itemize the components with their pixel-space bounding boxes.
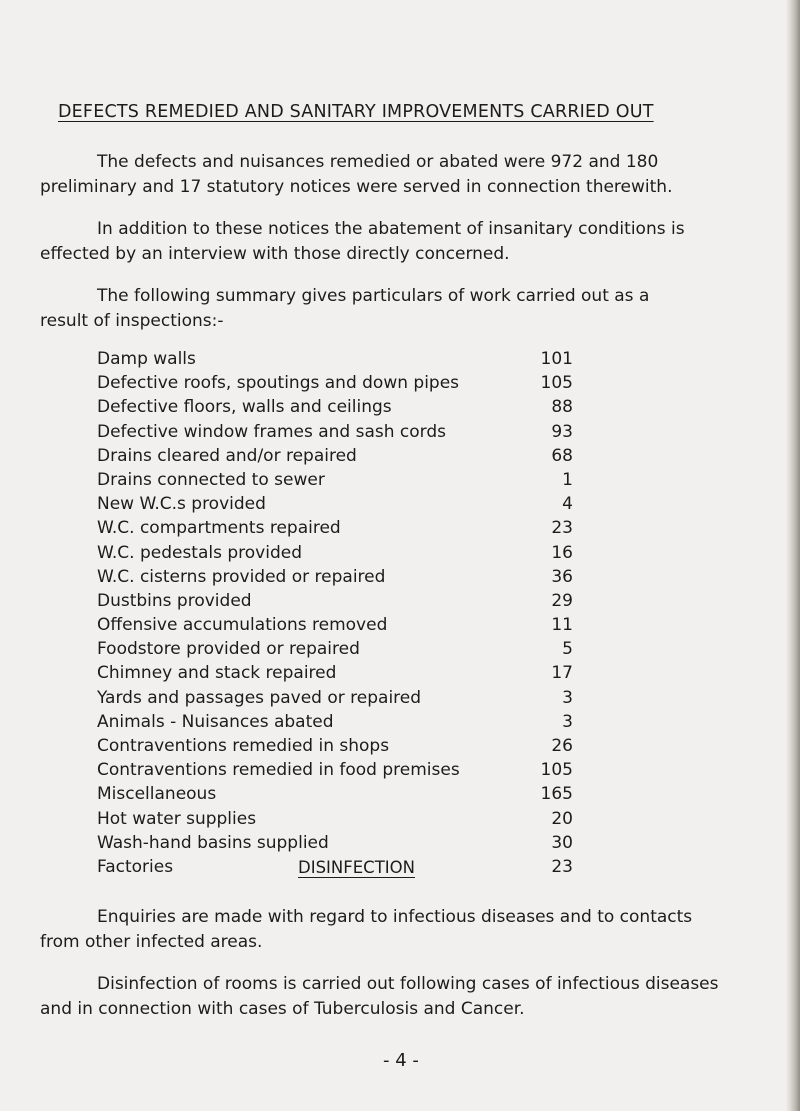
page-number: - 4 - bbox=[383, 1050, 419, 1071]
list-item bbox=[97, 661, 573, 685]
list-item bbox=[97, 468, 573, 492]
item-label: W.C. cisterns provided or repaired bbox=[97, 566, 386, 587]
list-item bbox=[97, 758, 573, 782]
disinfection-heading: DISINFECTION bbox=[298, 858, 415, 877]
item-label: Yards and passages paved or repaired bbox=[97, 687, 422, 708]
section-heading: DEFECTS REMEDIED AND SANITARY IMPROVEMENTS CARRIED OUT bbox=[58, 102, 654, 122]
item-value: 3 bbox=[562, 687, 573, 708]
item-label: Contraventions remedied in shops bbox=[97, 736, 390, 756]
list-item bbox=[97, 831, 573, 855]
item-value: 68 bbox=[551, 445, 573, 466]
list-item bbox=[97, 734, 573, 758]
item-value: 165 bbox=[540, 784, 573, 805]
item-label: Animals - Nuisances abated bbox=[97, 711, 334, 732]
item-label: Foodstore provided or repaired bbox=[97, 639, 360, 660]
paragraph-line: In addition to these notices the abatement of insanitary conditions is bbox=[97, 219, 685, 239]
item-value: 4 bbox=[562, 494, 573, 515]
list-item bbox=[97, 782, 573, 806]
item-value: 20 bbox=[551, 808, 573, 829]
item-label: Defective floors, walls and ceilings bbox=[97, 397, 392, 418]
item-label: Defective roofs, spoutings and down pipes bbox=[97, 373, 460, 394]
item-label: Contraventions remedied in food premises bbox=[97, 760, 460, 781]
item-value: 23 bbox=[551, 856, 573, 877]
item-label: New W.C.s provided bbox=[97, 494, 266, 515]
list-item bbox=[97, 637, 573, 661]
item-label: Offensive accumulations removed bbox=[97, 615, 388, 636]
item-value: 105 bbox=[540, 760, 573, 781]
paragraph-line: preliminary and 17 statutory notices were served in connection therewith. bbox=[40, 177, 673, 197]
paragraph-line: Disinfection of rooms is carried out following cases of infectious diseases bbox=[97, 974, 719, 994]
item-value: 5 bbox=[562, 639, 573, 660]
item-label: Dustbins provided bbox=[97, 590, 252, 611]
item-value: 26 bbox=[551, 736, 573, 756]
list-item bbox=[97, 371, 573, 395]
item-value: 16 bbox=[551, 542, 573, 563]
paragraph-disinfection bbox=[40, 972, 760, 1022]
paragraph-enquiries bbox=[40, 905, 760, 955]
list-item bbox=[97, 347, 573, 371]
paragraph-line: Enquiries are made with regard to infectious diseases and to contacts bbox=[97, 907, 693, 927]
item-label: Miscellaneous bbox=[97, 784, 217, 805]
item-value: 17 bbox=[551, 663, 573, 684]
item-value: 88 bbox=[551, 397, 573, 418]
item-label: W.C. compartments repaired bbox=[97, 518, 341, 539]
item-value: 36 bbox=[551, 566, 573, 587]
item-value: 93 bbox=[551, 421, 573, 442]
list-item bbox=[97, 492, 573, 516]
paragraph-line: result of inspections:- bbox=[40, 311, 224, 331]
item-value: 1 bbox=[562, 469, 573, 490]
item-label: Wash-hand basins supplied bbox=[97, 832, 329, 853]
item-label: Damp walls bbox=[97, 349, 196, 369]
paragraph-line: The following summary gives particulars of work carried out as a bbox=[97, 286, 650, 306]
paragraph-defects bbox=[40, 150, 760, 200]
list-item bbox=[97, 541, 573, 565]
item-value: 101 bbox=[540, 349, 573, 369]
list-item bbox=[97, 686, 573, 710]
list-item bbox=[97, 565, 573, 589]
item-value: 23 bbox=[551, 518, 573, 539]
item-value: 11 bbox=[551, 615, 573, 636]
paragraph-line: The defects and nuisances remedied or abated were 972 and 180 bbox=[97, 152, 659, 172]
paragraph-summary-intro bbox=[40, 284, 760, 334]
item-label: Factories bbox=[97, 856, 174, 877]
list-item bbox=[97, 710, 573, 734]
page-edge-shadow bbox=[786, 0, 800, 1111]
item-label: Drains cleared and/or repaired bbox=[97, 445, 357, 466]
list-item bbox=[97, 516, 573, 540]
item-value: 30 bbox=[551, 832, 573, 853]
item-value: 29 bbox=[551, 590, 573, 611]
item-label: Defective window frames and sash cords bbox=[97, 421, 447, 442]
list-item bbox=[97, 395, 573, 419]
list-item bbox=[97, 589, 573, 613]
paragraph-notices bbox=[40, 217, 760, 267]
list-item bbox=[97, 420, 573, 444]
item-label: Chimney and stack repaired bbox=[97, 663, 337, 684]
list-item bbox=[97, 807, 573, 831]
item-value: 3 bbox=[562, 711, 573, 732]
paragraph-line: from other infected areas. bbox=[40, 932, 263, 952]
item-label: Drains connected to sewer bbox=[97, 469, 325, 490]
item-value: 105 bbox=[540, 373, 573, 394]
summary-list bbox=[97, 347, 573, 879]
list-item bbox=[97, 613, 573, 637]
paragraph-line: and in connection with cases of Tuberculosis and Cancer. bbox=[40, 999, 525, 1019]
paragraph-line: effected by an interview with those directly concerned. bbox=[40, 244, 510, 264]
item-label: Hot water supplies bbox=[97, 808, 257, 829]
item-label: W.C. pedestals provided bbox=[97, 542, 302, 563]
list-item bbox=[97, 444, 573, 468]
